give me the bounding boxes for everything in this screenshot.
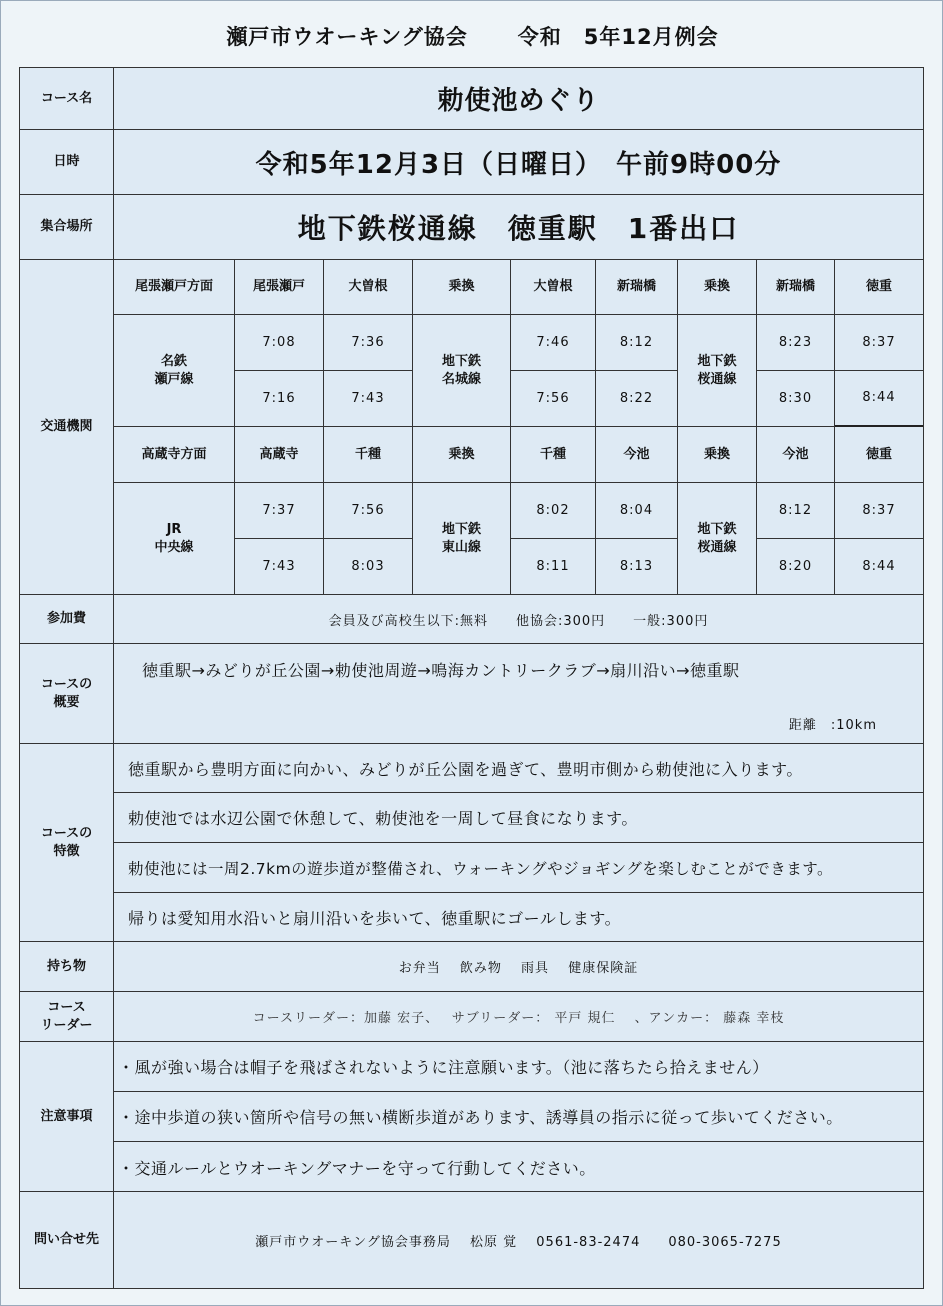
b1-time: 7:08 <box>235 315 324 371</box>
b1-time: 7:16 <box>235 371 324 427</box>
b1-time: 8:23 <box>757 315 835 371</box>
b1-time: 8:44 <box>835 371 923 427</box>
b1-header-0: 尾張瀬戸方面 <box>114 260 235 315</box>
meeting-place: 地下鉄桜通線 徳重駅 1番出口 <box>297 212 740 245</box>
page-header <box>1 17 943 57</box>
b1-time: 7:36 <box>324 315 413 371</box>
course-label: コース名 <box>20 68 114 129</box>
b2-transfer-1: 地下鉄 東山線 <box>413 483 511 595</box>
b2-time: 7:37 <box>235 483 324 539</box>
b1-header-6: 乗換 <box>678 260 757 315</box>
b1-header-1: 尾張瀬戸 <box>235 260 324 315</box>
contact-row <box>20 1192 923 1288</box>
contact-label: 問い合せ先 <box>20 1192 114 1288</box>
b2-header-7: 今池 <box>757 427 835 483</box>
b2-header-5: 今池 <box>596 427 678 483</box>
event-name: 令和 5年12月例会 <box>517 25 719 49</box>
date-label: 日時 <box>20 130 114 194</box>
items-label: 持ち物 <box>20 942 114 991</box>
b2-time: 8:13 <box>596 539 678 595</box>
b2-header-8: 徳重 <box>835 427 923 483</box>
b2-time: 8:20 <box>757 539 835 595</box>
notes-row <box>20 1042 923 1192</box>
b1-time: 7:56 <box>511 371 596 427</box>
course-name: 勅使池めぐり <box>437 86 600 116</box>
notes-label: 注意事項 <box>20 1042 114 1191</box>
leaders-label: コース リーダー <box>20 992 114 1041</box>
b2-line: JR 中央線 <box>114 483 235 595</box>
items-row <box>20 942 923 992</box>
overview-route: 徳重駅→みどりが丘公園→勅使池周遊→鳴海カントリークラブ→扇川沿い→徳重駅 <box>142 661 740 680</box>
features-list <box>114 744 923 941</box>
fee-row <box>20 595 923 644</box>
b2-time: 7:56 <box>324 483 413 539</box>
date-row <box>20 130 923 195</box>
b1-line: 名鉄 瀬戸線 <box>114 315 235 427</box>
b1-header-2: 大曽根 <box>324 260 413 315</box>
b2-time: 8:11 <box>511 539 596 595</box>
overview-distance: 距離 :10km <box>788 718 877 733</box>
notes-list <box>114 1042 923 1191</box>
b2-time: 8:12 <box>757 483 835 539</box>
b2-time: 8:37 <box>835 483 923 539</box>
features-label: コースの 特徴 <box>20 744 114 941</box>
meeting-label: 集合場所 <box>20 195 114 259</box>
note-line: ・交通ルールとウオーキングマナーを守って行動してください。 <box>118 1158 596 1178</box>
b2-header-6: 乗換 <box>678 427 757 483</box>
b2-time: 7:43 <box>235 539 324 595</box>
meeting-row <box>20 195 923 260</box>
items-value: お弁当 飲み物 雨具 健康保険証 <box>398 961 639 976</box>
org-name: 瀬戸市ウオーキング協会 <box>226 25 468 49</box>
b2-header-3: 乗換 <box>413 427 511 483</box>
b2-header-0: 高蔵寺方面 <box>114 427 235 483</box>
note-line: ・風が強い場合は帽子を飛ばされないように注意願います。（池に落ちたら拾えません） <box>114 1042 923 1092</box>
b2-time: 8:03 <box>324 539 413 595</box>
leaders-row <box>20 992 923 1042</box>
b2-header-4: 千種 <box>511 427 596 483</box>
b1-header-7: 新瑞橋 <box>757 260 835 315</box>
note-line: ・途中歩道の狭い箇所や信号の無い横断歩道があります、誘導員の指示に従って歩いてください。 <box>114 1092 923 1142</box>
b1-time: 8:37 <box>835 315 923 371</box>
b1-transfer-1: 地下鉄 名城線 <box>413 315 511 427</box>
overview-label: コースの 概要 <box>20 644 114 743</box>
b2-time: 8:02 <box>511 483 596 539</box>
b1-time: 7:43 <box>324 371 413 427</box>
overview-row <box>20 644 923 744</box>
b1-time: 8:30 <box>757 371 835 427</box>
b2-header-1: 高蔵寺 <box>235 427 324 483</box>
b2-header-2: 千種 <box>324 427 413 483</box>
transport-row <box>20 260 923 595</box>
b1-header-3: 乗換 <box>413 260 511 315</box>
contact-value: 瀬戸市ウオーキング協会事務局 松原 覚 0561-83-2474 080-3065-7275 <box>255 1234 782 1250</box>
date-value: 令和5年12月3日（日曜日） 午前9時00分 <box>255 149 782 180</box>
feature-line: 勅使池には一周2.7kmの遊歩道が整備され、ウォーキングやジョギングを楽しむことができます。 <box>114 843 923 893</box>
b1-time: 8:22 <box>596 371 678 427</box>
transport-label: 交通機関 <box>20 260 114 594</box>
feature-line: 徳重駅から豊明方面に向かい、みどりが丘公園を過ぎて、豊明市側から勅使池に入ります。 <box>114 744 923 793</box>
b1-time: 8:12 <box>596 315 678 371</box>
b1-header-5: 新瑞橋 <box>596 260 678 315</box>
feature-line: 勅使池では水辺公園で休憩して、勅使池を一周して昼食になります。 <box>114 793 923 843</box>
b1-header-8: 徳重 <box>835 260 923 315</box>
fee-value: 会員及び高校生以下:無料 他協会:300円 一般:300円 <box>328 613 709 629</box>
b2-transfer-2: 地下鉄 桜通線 <box>678 483 757 595</box>
b2-time: 8:44 <box>862 559 896 574</box>
course-row <box>20 68 923 130</box>
feature-line: 帰りは愛知用水沿いと扇川沿いを歩いて、徳重駅にゴールします。 <box>128 909 622 928</box>
b2-time: 8:04 <box>596 483 678 539</box>
b1-transfer-2: 地下鉄 桜通線 <box>678 315 757 427</box>
event-sheet <box>19 67 924 1289</box>
b1-time: 7:46 <box>511 315 596 371</box>
b1-header-4: 大曽根 <box>511 260 596 315</box>
leaders-value: コースリーダー：加藤 宏子、 サブリーダー： 平戸 規仁 、アンカー： 藤森 幸枝 <box>252 1011 785 1026</box>
transport-grid <box>114 260 923 594</box>
features-row <box>20 744 923 942</box>
fee-label: 参加費 <box>20 595 114 643</box>
